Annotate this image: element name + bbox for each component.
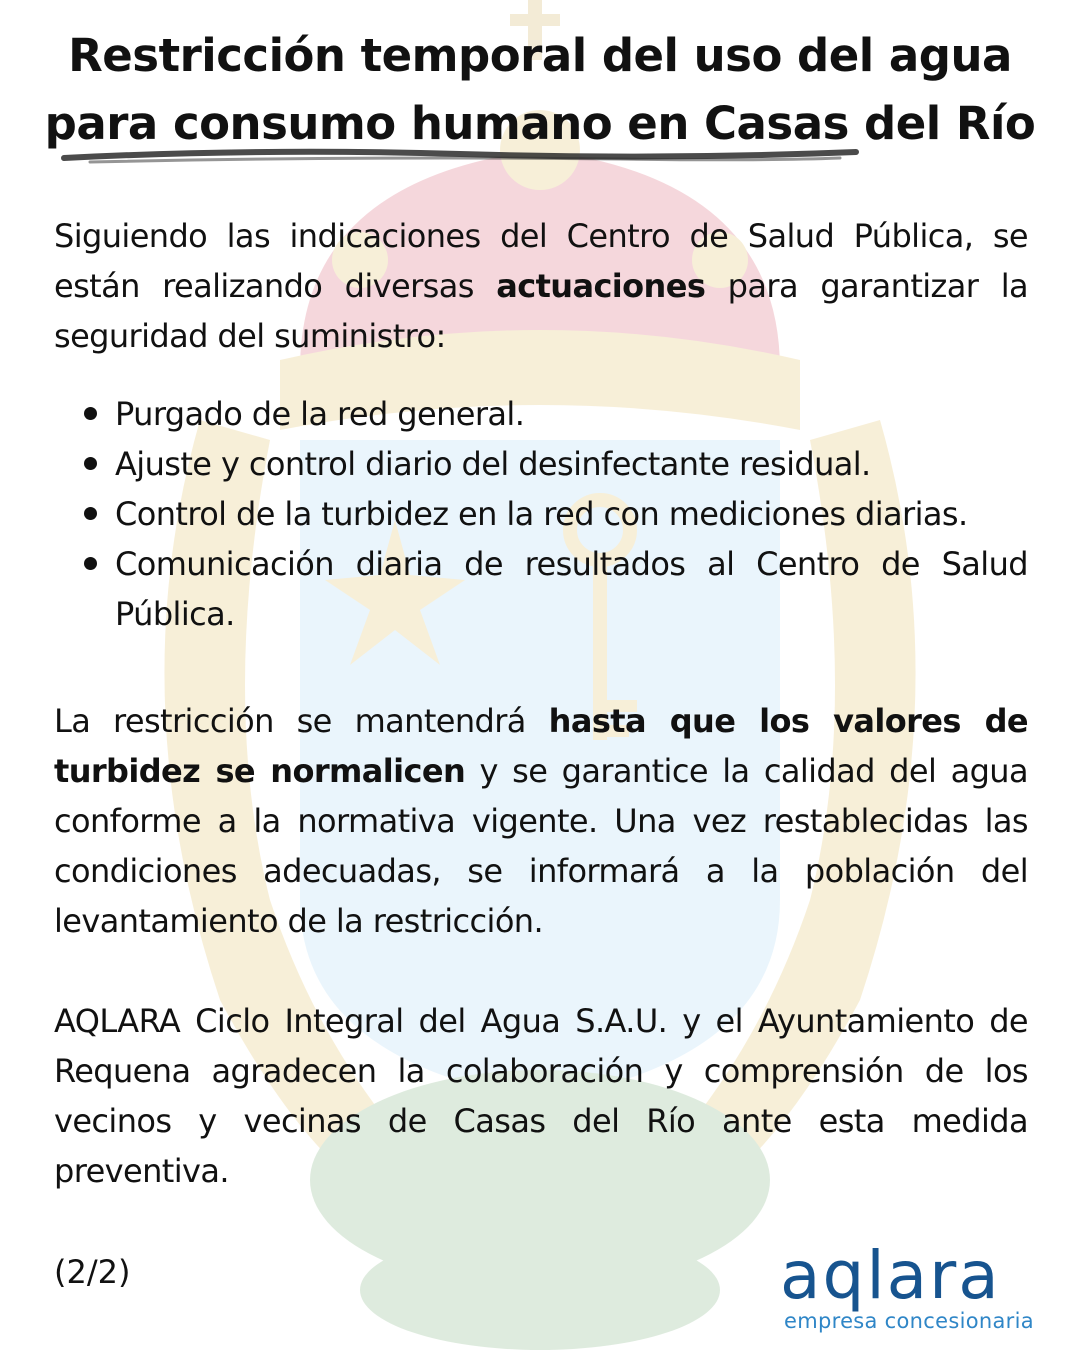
list-item: [84, 539, 1028, 639]
intro-paragraph: [54, 211, 1028, 361]
aqlara-logo: [780, 1237, 1050, 1340]
page-title: [40, 22, 1040, 158]
list-item: [84, 439, 1028, 489]
title-underline-stroke: [60, 146, 860, 168]
logo-wordmark: aqlara: [780, 1237, 1001, 1314]
bullet-icon: [84, 507, 97, 520]
bullet-icon: [84, 557, 97, 570]
list-item-text: Control de la turbidez en la red con mediciones diarias.: [115, 495, 968, 533]
logo-tagline: empresa concesionaria: [784, 1309, 1034, 1333]
list-item-text: Purgado de la red general.: [115, 395, 525, 433]
restriction-text-before: La restricción se mantendrá: [54, 702, 549, 740]
title-line-1: Restricción temporal del uso del agua: [68, 29, 1012, 82]
bullet-icon: [84, 457, 97, 470]
restriction-paragraph: [54, 696, 1028, 946]
page-indicator: (2/2): [54, 1253, 131, 1291]
actions-list: [84, 389, 1028, 639]
intro-text-before: Siguiendo las indicaciones del Centro de Salud Pública, se están realizando diversas: [54, 217, 1028, 305]
list-item: [84, 489, 1028, 539]
list-item-text: Ajuste y control diario del desinfectante residual.: [115, 445, 871, 483]
bullet-icon: [84, 407, 97, 420]
restriction-text-after: y se garantice la calidad del agua conforme a la normativa vigente. Una vez restablecidas las condiciones adecuadas, se informará a la población del levantamiento de la restricción.: [54, 752, 1028, 940]
intro-text-after: para garantizar la seguridad del suministro:: [54, 267, 1028, 355]
list-item: [84, 389, 1028, 439]
title-line-2: para consumo humano en Casas del Río: [44, 97, 1036, 150]
list-item-text: Comunicación diaria de resultados al Centro de Salud Pública.: [115, 545, 1028, 633]
intro-text-bold: actuaciones: [496, 267, 706, 305]
restriction-text-bold: hasta que los valores de turbidez se normalicen: [54, 702, 1028, 790]
thanks-paragraph: AQLARA Ciclo Integral del Agua S.A.U. y el Ayuntamiento de Requena agradecen la colaboración y comprensión de los vecinos y vecinas de Casas del Río ante esta medida preventiva.: [54, 1002, 1028, 1190]
